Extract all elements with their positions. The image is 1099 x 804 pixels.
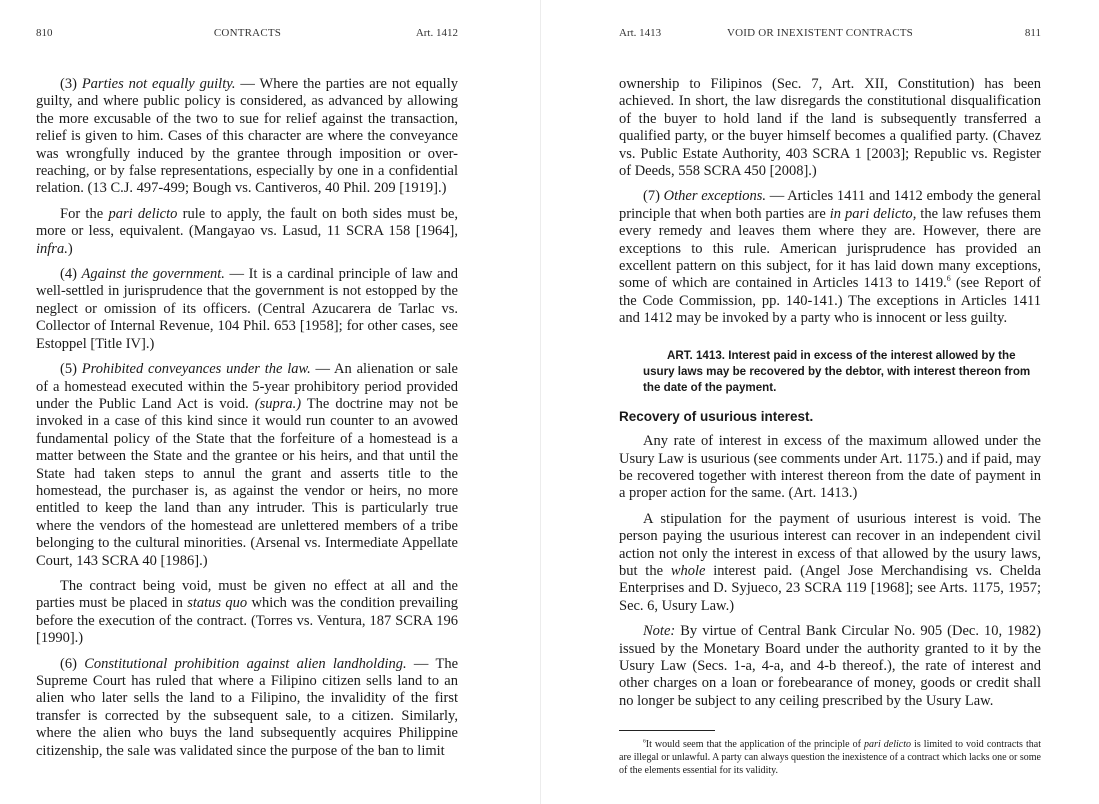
paragraph-heading: Parties not equally guilty. [81,76,236,92]
paragraph-heading: Against the government. [81,266,225,283]
footnote-ref: 6 [946,274,951,284]
paragraph-against-government: (4) Against the government. — It is a cardinal principle of law and well-settled in jurisprudence that the government is not estopped by the neglect or omission of its officers. (Central Azucarera de Tarlac vs. Collector of Internal Revenue, 104 Phil. 653 [1958]; for other cases, see Estoppel [Title IV].) [36,266,458,352]
gutter-divider [540,0,541,804]
running-article: Art. 1412 [415,27,458,39]
paragraph-heading: Constitutional prohibition against alien landholding. [84,655,407,672]
paragraph-heading: Other exceptions. [663,188,767,205]
paragraph-continuation: ownership to Filipinos (Sec. 7, Art. XII, Constitution) has been achieved. In short, the law disregards the constitutional disqualification of the buyer to hold land if the land is subsequently transferred a qualified party, or the buyer himself becomes a qualified party. (Chavez vs. Public Estate Authority, 403 SCRA 1 [2003]; Republic vs. Register of Deeds, 558 SCRA 450 [2008].) [619,76,1041,180]
section-heading: Recovery of usurious interest. [619,408,814,424]
paragraph-note: Note: By virtue of Central Bank Circular No. 905 (Dec. 10, 1982) issued by the Monetary Board under the authority granted to it by the Usury Law (Secs. 1-a, 4-a, and 4-b thereof.), the rate of interest and other charges on a loan or forebearance of money, goods or credit shall no longer be subject to any ceiling prescribed by the Usury Law. [619,623,1041,709]
paragraph-parties-not-equally-guilty: (3) Parties not equally guilty. — Where the parties are not equally guilty, and where public policy is considered, as advanced by allowing the more excusable of the two to sue for relief against the transaction, relief is given to him. Cases of this character are where the conveyance was wrongfully induced by the grantee through imposition or over-reaching, or by false representations, especially by one in a confidential relation. (13 C.J. 497-499; Bough vs. Cantiveros, 40 Phil. 209 [1919].) [36,76,458,197]
paragraph-contract-void: The contract being void, must be given no effect at all and the parties must be placed in status quo which was the condition prevailing before the execution of the contract. (Torres vs. Ventura, 187 SCRA 196 [1990].) [36,577,458,647]
footnote-rule [619,730,715,731]
left-page [0,0,545,804]
running-title: CONTRACTS [213,27,282,39]
page-number: 811 [1024,27,1041,39]
right-page [545,0,1099,804]
page-number: 810 [36,27,53,39]
footnote: $^6$It would seem that the application of the principle of pari delicto is limited to void contracts that are illegal or unlawful. A party can always question the inexistence of a contract which lacks one or some of the elements essential for its validity. [619,738,1041,776]
right-body-text [619,76,1041,786]
paragraph-pari-delicto: For the pari delicto rule to apply, the fault on both sides must be, more or less, equivalent. (Mangayao vs. Lasud, 11 SCRA 158 [1964], infra.) [36,205,459,257]
paragraph-alien-landholding: (6) Constitutional prohibition against alien landholding. — The Supreme Court has ruled that where a Filipino citizen sells land to an alien who later sells the land to a Filipino, the invalidity of the first transfer is corrected by the subsequent sale, to a citizen. Similarly, where the alien who buys the land subsequently acquires Philippine citizenship, the sale was validated since the purpose of the ban to limit [36,655,458,759]
left-body-text [36,76,458,768]
paragraph-usurious-rate: Any rate of interest in excess of the maximum allowed under the Usury Law is usurious (see comments under Art. 1175.) and if paid, may be recovered together with interest thereon from the date of payment in a proper action for the same. (Art. 1413.) [619,433,1041,502]
running-title: VOID OR INEXISTENT CONTRACTS [727,27,913,39]
running-article: Art. 1413 [619,27,662,39]
paragraph-stipulation: A stipulation for the payment of usurious interest is void. The person paying the usurious interest can recover in an independent civil action not only the interest in excess of that allowed by the usury laws, but the whole interest paid. (Angel Jose Merchandising vs. Chelda Enterprises and D. Syjueco, 23 SCRA 119 [1968]; see Arts. 1175, 1957; Sec. 6, Usury Law.) [619,510,1041,614]
paragraph-other-exceptions: (7) Other exceptions. — Articles 1411 and 1412 embody the general principle that when both parties are in pari delicto, the law refuses them every remedy and leaves them where they are. However, there are exceptions to this rule. American jurisprudence has provided an excellent pattern on this subject, for it has laid down many exceptions, some of which are contained in Articles 1413 to 1419.$^6$ (see Report of the Code Commission, pp. 140-141.) The exceptions in Articles 1411 and 1412 may be invoked by a party who is innocent or less guilty. [619,188,1042,327]
paragraph-prohibited-conveyances: (5) Prohibited conveyances under the law. — An alienation or sale of a homestead executed within the 5-year prohibitory period provided under the Public Land Act is void. (supra.) The doctrine may not be invoked in a case of this kind since it would run counter to an avowed fundamental policy of the State that the forfeiture of a homestead is a matter between the State and the grantee or his heirs, and that until the State had taken steps to annul the grant and asserts title to the homestead, the purchaser is, as against the vendor or heirs, no more entitled to keep the land than any intruder. This is particularly true where the vendors of the homestead are unlettered members of a tribe belonging to the cultural minorities. (Arsenal vs. Intermediate Appellate Court, 143 SCRA 40 [1986].) [36,361,459,569]
paragraph-heading: Prohibited conveyances under the law. [81,361,311,378]
article-1413-text: ART. 1413. Interest paid in excess of the interest allowed by the usury laws may be recovered by the debtor, with interest thereon from the date of the payment. [643,348,1031,394]
